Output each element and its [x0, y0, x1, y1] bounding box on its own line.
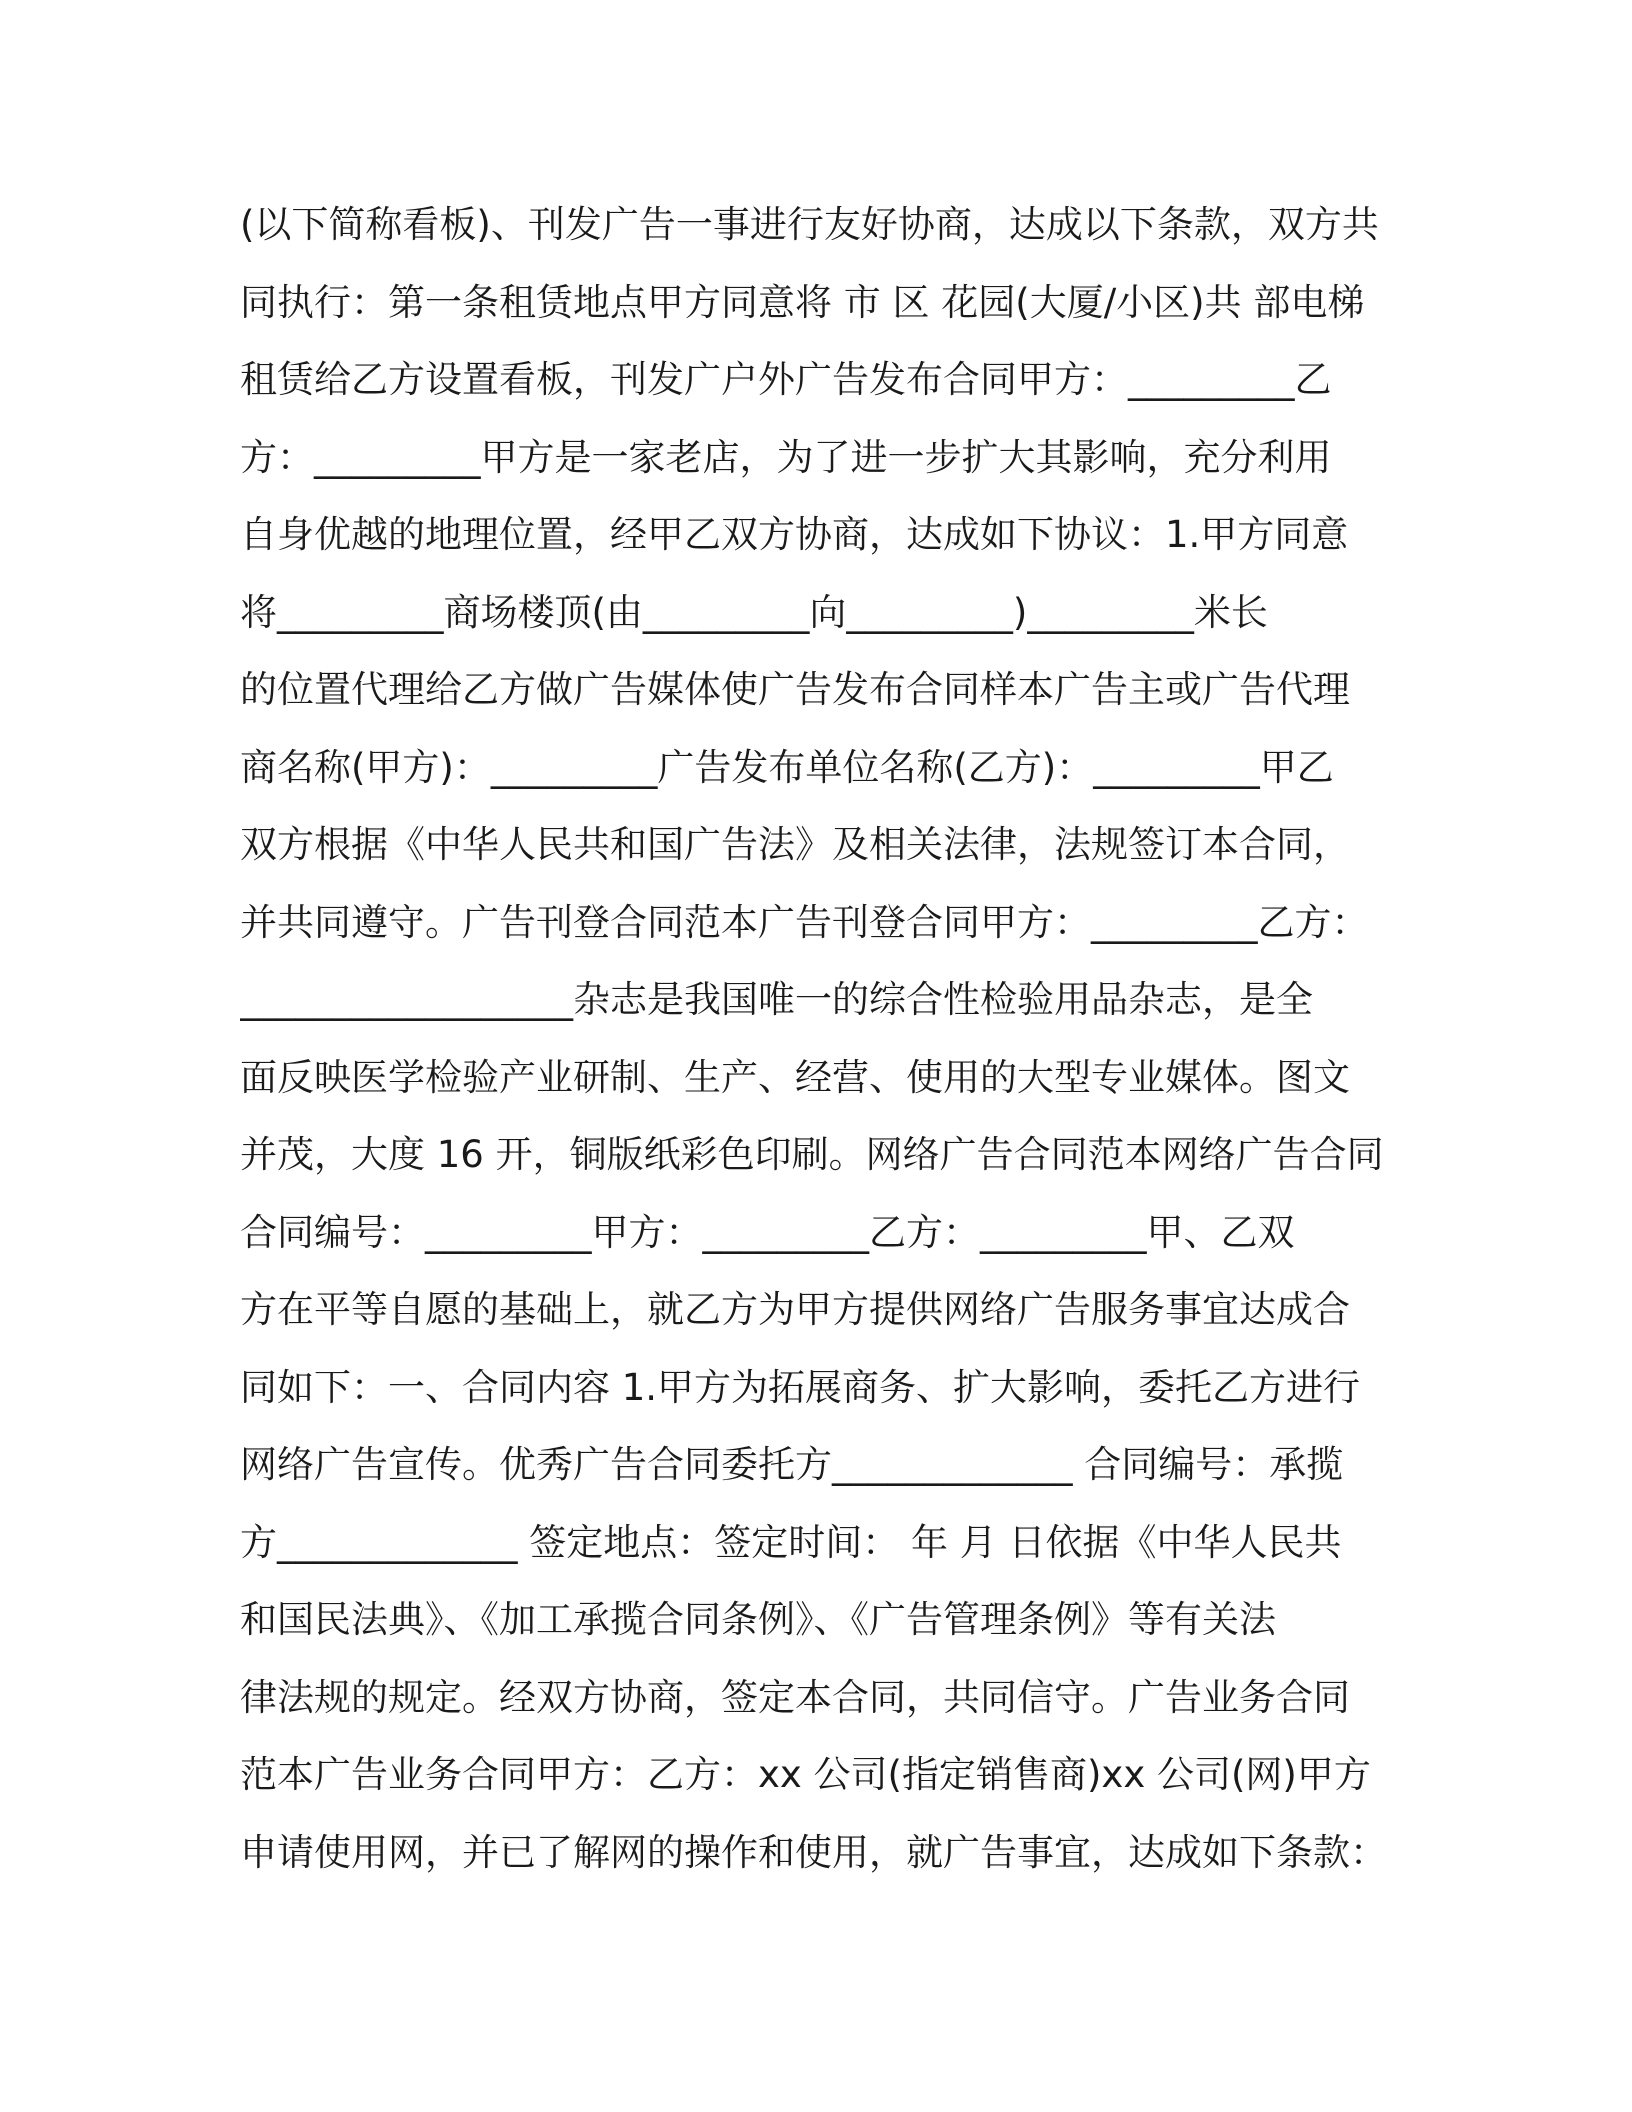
text-line: 商名称(甲方)：_________广告发布单位名称(乙方)：_________甲乙 — [240, 745, 1334, 789]
text-line: 的位置代理给乙方做广告媒体使广告发布合同样本广告主或广告代理 — [240, 668, 1350, 711]
text-line: 申请使用网，并已了解网的操作和使用，就广告事宜，达成如下条款： — [240, 1830, 1387, 1874]
text-line: 网络广告宣传。优秀广告合同委托方_____________ 合同编号：承揽 — [240, 1443, 1344, 1486]
text-line: 合同编号：_________甲方：_________乙方：_________甲、乙双 — [240, 1210, 1295, 1254]
text-line: 范本广告业务合同甲方：乙方：xx 公司(指定销售商)xx 公司(网)甲方 — [240, 1753, 1371, 1796]
text-line: 和国民法典》、《加工承揽合同条例》、《广告管理条例》等有关法 — [240, 1598, 1276, 1641]
text-line: 方：_________甲方是一家老店，为了进一步扩大其影响，充分利用 — [240, 435, 1332, 479]
text-line: 自身优越的地理位置，经甲乙双方协商，达成如下协议：1.甲方同意 — [240, 513, 1349, 556]
contract-body-text — [240, 186, 1400, 1891]
text-line: 律法规的规定。经双方协商，签定本合同，共同信守。广告业务合同 — [240, 1675, 1350, 1719]
text-line: __________________杂志是我国唯一的综合性检验用品杂志，是全 — [240, 978, 1313, 1021]
text-line: (以下简称看板)、刊发广告一事进行友好协商，达成以下条款，双方共 — [240, 203, 1379, 246]
text-line: 双方根据《中华人民共和国广告法》及相关法律，法规签订本合同， — [240, 823, 1350, 866]
text-line: 方_____________ 签定地点：签定时间： 年 月 日依据《中华人民共 — [240, 1520, 1342, 1564]
text-line: 并共同遵守。广告刊登合同范本广告刊登合同甲方：_________乙方： — [240, 900, 1369, 944]
text-line: 租赁给乙方设置看板，刊发广户外广告发布合同甲方：_________乙 — [240, 358, 1332, 401]
text-line: 方在平等自愿的基础上，就乙方为甲方提供网络广告服务事宜达成合 — [240, 1288, 1350, 1331]
text-line: 将_________商场楼顶(由_________向_________)_________米长 — [240, 590, 1268, 634]
text-line: 同执行：第一条租赁地点甲方同意将 市 区 花园(大厦/小区)共 部电梯 — [240, 280, 1365, 324]
text-line: 并茂，大度 16 开，铜版纸彩色印刷。网络广告合同范本网络广告合同 — [240, 1133, 1384, 1176]
text-line: 同如下：一、合同内容 1.甲方为拓展商务、扩大影响，委托乙方进行 — [240, 1365, 1361, 1409]
text-line: 面反映医学检验产业研制、生产、经营、使用的大型专业媒体。图文 — [240, 1055, 1350, 1099]
